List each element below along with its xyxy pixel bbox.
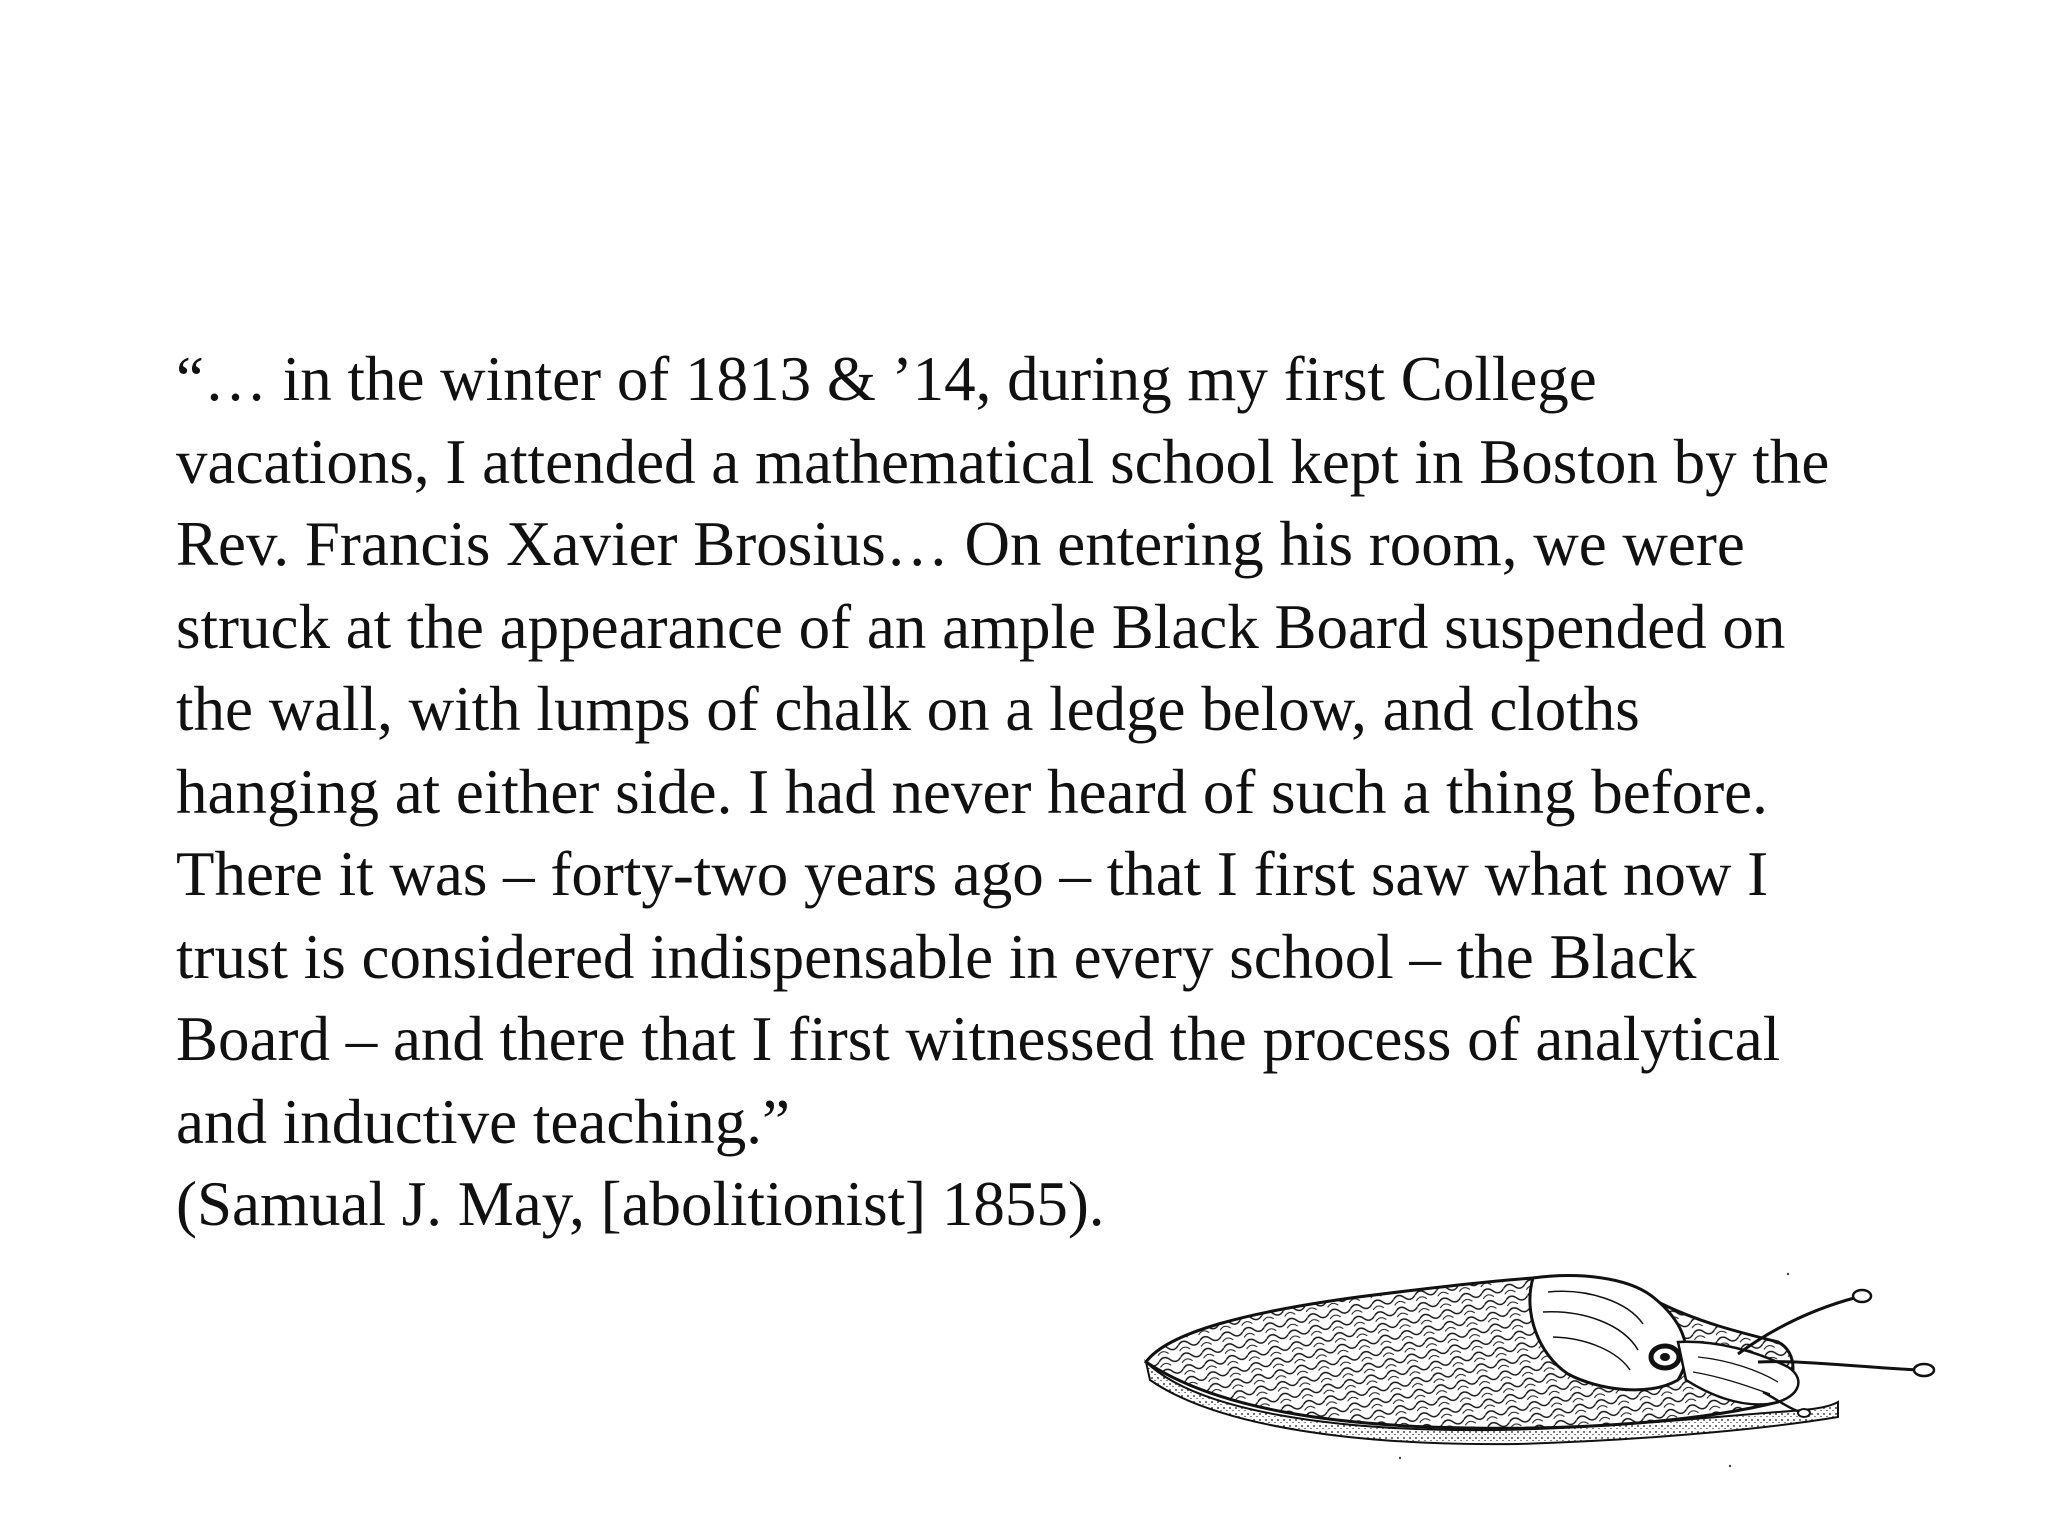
- quote-line: struck at the appearance of an ample Black Board suspended on: [176, 591, 1786, 662]
- quote-line: Board – and there that I first witnessed the process of analytical: [176, 1004, 1781, 1074]
- slug-illustration-icon: [1138, 1262, 1958, 1472]
- quote-line: and inductive teaching.”: [176, 1086, 791, 1157]
- quote-line: vacations, I attended a mathematical school kept in Boston by the: [176, 426, 1830, 497]
- quote-line: the wall, with lumps of chalk on a ledge below, and cloths: [176, 674, 1640, 744]
- quote-line: “… in the winter of 1813 & ’14, during my first College: [176, 344, 1597, 414]
- quote-line: hanging at either side. I had never heard of such a thing before.: [176, 756, 1768, 827]
- quote-block: [176, 338, 1996, 1246]
- attribution: (Samual J. May, [abolitionist] 1855).: [176, 1169, 1105, 1239]
- quote-line: Rev. Francis Xavier Brosius… On entering his room, we were: [176, 509, 1745, 579]
- slug-drawing: [1138, 1262, 1958, 1472]
- quote-line: trust is considered indispensable in every school – the Black: [176, 921, 1697, 992]
- quote-line: There it was – forty-two years ago – that I first saw what now I: [176, 839, 1769, 909]
